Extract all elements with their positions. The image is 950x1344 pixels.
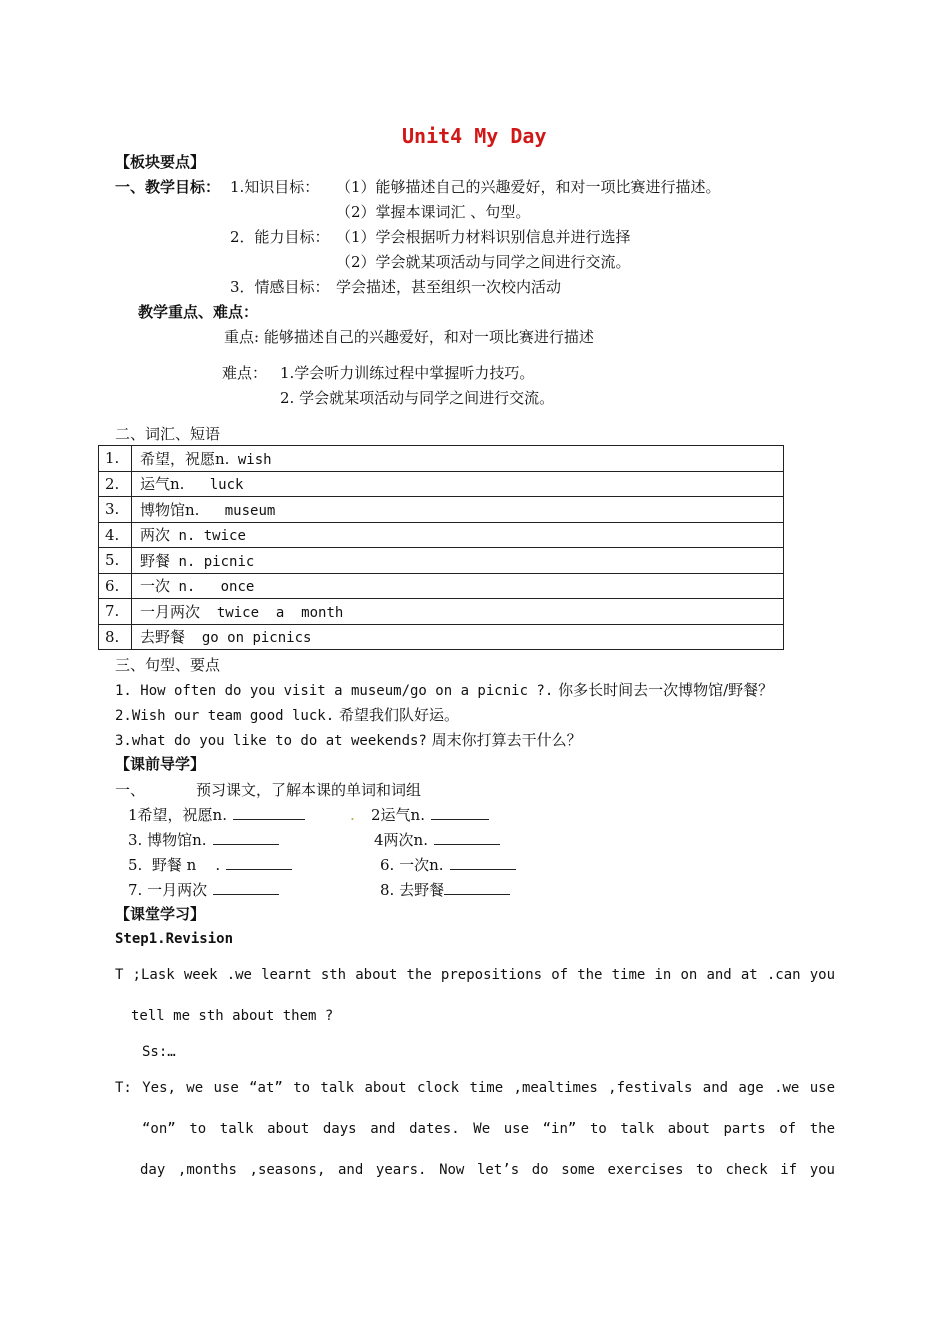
- preview-item-label: 7. 一月两次: [128, 881, 208, 899]
- preview-item-6: [380, 855, 516, 875]
- vocab-num: 8.: [99, 624, 132, 650]
- vocab-num: 2.: [99, 471, 132, 497]
- answer-blank[interactable]: [434, 830, 500, 845]
- vocab-zh: 运气n.: [140, 475, 185, 494]
- preview-item-label: 2运气n.: [371, 806, 425, 824]
- vocab-en: n. picnic: [170, 553, 255, 570]
- preview-item-label: 4两次n.: [374, 831, 428, 849]
- preview-item-1: [128, 805, 305, 825]
- paragraph-students: Ss:…: [142, 1044, 176, 1060]
- table-row: [99, 624, 784, 650]
- pattern-1-en: 1. How often do you visit a museum/go on a picnic ?.: [115, 683, 554, 699]
- pattern-2-en: 2.Wish our team good luck.: [115, 708, 335, 724]
- preview-heading-text: 预习课文，了解本课的单词和词组: [196, 781, 422, 799]
- vocab-zh: 两次: [140, 526, 171, 545]
- answer-blank[interactable]: [431, 805, 489, 820]
- vocab-table: [98, 445, 784, 650]
- goal-ability-2: （2）学会就某项活动与同学之间进行交流。: [336, 253, 631, 271]
- section-heading-classroom: 【课堂学习】: [115, 905, 206, 923]
- focus-difficulty-2: 2. 学会就某项活动与同学之间进行交流。: [280, 389, 555, 407]
- paragraph-teacher-2-line-1: T: Yes, we use “at” to talk about clock time ,mealtimes ,festivals and age .we use: [115, 1080, 835, 1096]
- answer-blank[interactable]: [213, 880, 279, 895]
- vocab-entry: [132, 522, 784, 548]
- step1-heading: Step1.Revision: [115, 931, 234, 947]
- vocab-entry: [132, 497, 784, 523]
- answer-blank[interactable]: [213, 830, 279, 845]
- vocab-en: n. once: [170, 579, 255, 596]
- vocab-entry: [132, 624, 784, 650]
- table-row: [99, 599, 784, 625]
- pattern-sentence-3: [115, 730, 582, 751]
- pattern-1-zh: 你多长时间去一次博物馆/野餐？: [558, 681, 774, 699]
- preview-item-5: [128, 855, 292, 875]
- pattern-3-en: 3.what do you like to do at weekends?: [115, 733, 427, 749]
- preview-item-8: [380, 880, 510, 900]
- section-heading-preview: 【课前导学】: [115, 755, 206, 773]
- vocab-zh: 去野餐: [140, 628, 186, 647]
- vocab-num: 4.: [99, 522, 132, 548]
- preview-item-2: [371, 805, 489, 825]
- vocab-num: 3.: [99, 497, 132, 523]
- vocab-en: n. twice: [170, 528, 246, 545]
- goal-emotion-1: 学会描述，甚至组织一次校内活动: [336, 278, 562, 296]
- answer-blank[interactable]: [444, 880, 510, 895]
- goal-emotion-label: 3．情感目标：: [230, 278, 330, 296]
- focus-difficulty-label: 难点：: [222, 364, 268, 382]
- answer-blank[interactable]: [226, 855, 292, 870]
- paragraph-teacher-2-line-3: day ,months ,seasons, and years. Now let’s do some exercises to check if you: [140, 1162, 835, 1178]
- preview-item-label: 3. 博物馆n.: [128, 831, 207, 849]
- preview-heading-num: 一、: [115, 781, 146, 799]
- table-row: [99, 446, 784, 472]
- focus-key-point: 重点: 能够描述自己的兴趣爱好，和对一项比赛进行描述: [224, 328, 594, 346]
- preview-item-3: [128, 830, 279, 850]
- vocab-entry: [132, 471, 784, 497]
- pattern-2-zh: 希望我们队好运。: [338, 706, 459, 724]
- goal-knowledge-1: （1）能够描述自己的兴趣爱好，和对一项比赛进行描述。: [336, 178, 721, 196]
- preview-item-label: 5. 野餐 n .: [128, 856, 221, 874]
- stray-dot: .: [350, 806, 355, 824]
- preview-item-4: [374, 830, 500, 850]
- paragraph-teacher-1-line-1: T ;Lask week .we learnt sth about the prepositions of the time in on and at .can you: [115, 967, 835, 983]
- goal-ability-1: （1）学会根据听力材料识别信息并进行选择: [336, 228, 631, 246]
- vocab-zh: 一月两次: [140, 602, 201, 621]
- paragraph-teacher-1-line-2: tell me sth about them ?: [131, 1008, 334, 1024]
- table-row: [99, 497, 784, 523]
- focus-heading: 教学重点、难点：: [138, 303, 259, 321]
- preview-item-label: 8. 去野餐: [380, 881, 445, 899]
- table-row: [99, 548, 784, 574]
- answer-blank[interactable]: [450, 855, 516, 870]
- vocab-zh: 博物馆n.: [140, 500, 200, 519]
- table-row: [99, 522, 784, 548]
- preview-item-label: 1希望，祝愿n.: [128, 806, 227, 824]
- pattern-3-zh: 周末你打算去干什么？: [431, 731, 582, 749]
- vocab-entry: [132, 599, 784, 625]
- vocab-entry: [132, 446, 784, 472]
- vocab-heading: 二、词汇、短语: [115, 425, 221, 443]
- vocab-num: 6.: [99, 573, 132, 599]
- focus-difficulty-1: 1.学会听力训练过程中掌握听力技巧。: [280, 364, 535, 382]
- preview-item-7: [128, 880, 279, 900]
- paragraph-teacher-2-line-2: “on” to talk about days and dates. We use “in” to talk about parts of the: [142, 1121, 835, 1137]
- goal-knowledge-label: 1.知识目标：: [230, 178, 320, 196]
- vocab-zh: 一次: [140, 577, 171, 596]
- section-heading-key-points: 【板块要点】: [115, 153, 206, 171]
- vocab-entry: [132, 573, 784, 599]
- goals-heading: 一、教学目标：: [115, 178, 221, 196]
- goal-knowledge-2: （2）掌握本课词汇 、句型。: [336, 203, 531, 221]
- vocab-entry: [132, 548, 784, 574]
- vocab-num: 5.: [99, 548, 132, 574]
- page-title: Unit4 My Day: [402, 124, 547, 148]
- vocab-num: 7.: [99, 599, 132, 625]
- vocab-zh: 希望，祝愿n.: [140, 449, 230, 468]
- preview-item-label: 6. 一次n.: [380, 856, 444, 874]
- vocab-num: 1.: [99, 446, 132, 472]
- vocab-en: wish: [229, 451, 272, 468]
- vocab-zh: 野餐: [140, 551, 171, 570]
- patterns-heading: 三、句型、要点: [115, 656, 221, 674]
- vocab-en: museum: [199, 502, 276, 519]
- vocab-en: luck: [184, 477, 244, 494]
- pattern-sentence-1: [115, 680, 773, 701]
- table-row: [99, 471, 784, 497]
- vocab-en: twice a month: [200, 604, 344, 621]
- answer-blank[interactable]: [233, 805, 305, 820]
- vocab-en: go on picnics: [185, 630, 312, 647]
- goal-ability-label: 2．能力目标：: [230, 228, 330, 246]
- table-row: [99, 573, 784, 599]
- pattern-sentence-2: [115, 705, 459, 726]
